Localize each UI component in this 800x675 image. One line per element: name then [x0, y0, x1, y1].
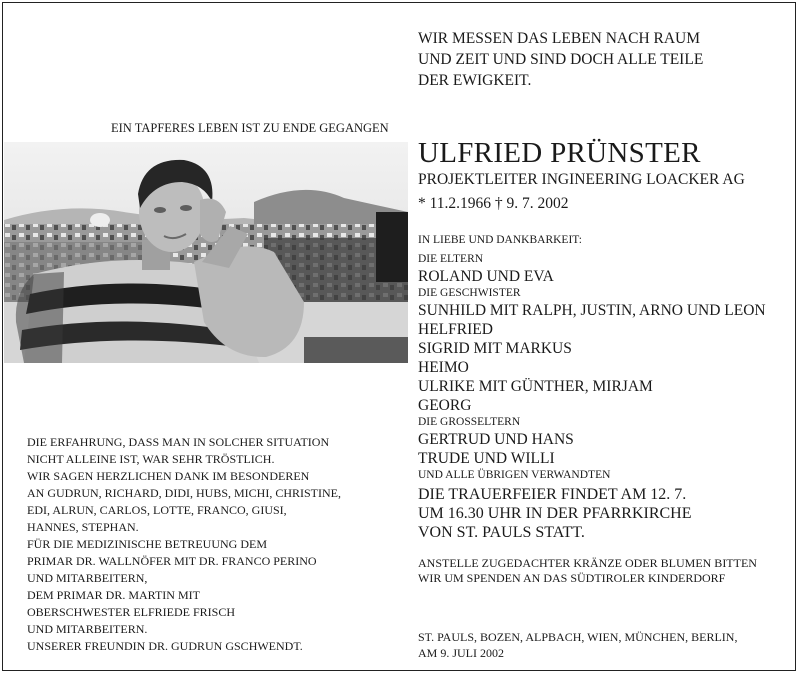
places-line: ST. PAULS, BOZEN, ALPBACH, WIEN, MÜNCHEN, BERLIN, — [418, 630, 738, 644]
deceased-name: ULFRIED PRÜNSTER — [418, 137, 701, 169]
family-line: HELFRIED — [418, 321, 493, 338]
thanks-line: FÜR DIE MEDIZINISCHE BETREUUNG DEM — [27, 537, 267, 551]
thanks-line: PRIMAR DR. WALLNÖFER MIT DR. FRANCO PERINO — [27, 554, 317, 568]
funeral-line: VON ST. PAULS STATT. — [418, 524, 585, 541]
family-line: ROLAND UND EVA — [418, 268, 554, 285]
thanks-line: EDI, ALRUN, CARLOS, LOTTE, FRANCO, GIUSI, — [27, 503, 287, 517]
motto-quote — [418, 28, 788, 91]
family-line: SUNHILD MIT RALPH, JUSTIN, ARNO UND LEON — [418, 302, 766, 319]
family-line: DIE GROSSELTERN — [418, 416, 521, 428]
thanks-line: WIR SAGEN HERZLICHEN DANK IM BESONDEREN — [27, 469, 310, 483]
family-line: ULRIKE MIT GÜNTHER, MIRJAM — [418, 378, 653, 395]
family-line: TRUDE UND WILLI — [418, 450, 555, 467]
family-line: GERTRUD UND HANS — [418, 431, 574, 448]
thanks-line: AN GUDRUN, RICHARD, DIDI, HUBS, MICHI, CHRISTINE, — [27, 486, 342, 500]
thanks-line: UND MITARBEITERN, — [27, 571, 148, 585]
thanks-line: NICHT ALLEINE IST, WAR SEHR TRÖSTLICH. — [27, 452, 275, 466]
deceased-job-title: PROJEKTLEITER INGINEERING LOACKER AG — [418, 171, 745, 188]
family-line: UND ALLE ÜBRIGEN VERWANDTEN — [418, 469, 611, 481]
birth-death-dates: * 11.2.1966 † 9. 7. 2002 — [418, 195, 569, 212]
motto-line: WIR MESSEN DAS LEBEN NACH RAUM — [418, 30, 701, 47]
thanks-line: OBERSCHWESTER ELFRIEDE FRISCH — [27, 605, 236, 619]
thanks-line: HANNES, STEPHAN. — [27, 520, 139, 534]
thanks-line: DIE ERFAHRUNG, DASS MAN IN SOLCHER SITUATION — [27, 435, 330, 449]
donation-request — [418, 556, 757, 586]
portrait-photo — [4, 142, 408, 363]
thanks-line: UNSERER FREUNDIN DR. GUDRUN GSCHWENDT. — [27, 639, 303, 653]
thanks-line: DEM PRIMAR DR. MARTIN MIT — [27, 588, 200, 602]
family-line: DIE ELTERN — [418, 253, 484, 265]
family-line: IN LIEBE UND DANKBARKEIT: — [418, 234, 582, 246]
motto-line: DER EWIGKEIT. — [418, 72, 532, 89]
places-line: AM 9. JULI 2002 — [418, 646, 504, 660]
family-line: SIGRID MIT MARKUS — [418, 340, 572, 357]
funeral-info — [418, 485, 692, 542]
donation-line: ANSTELLE ZUGEDACHTER KRÄNZE ODER BLUMEN BITTEN — [418, 556, 757, 570]
brave-life-caption: EIN TAPFERES LEBEN IST ZU ENDE GEGANGEN — [111, 121, 389, 135]
family-line: HEIMO — [418, 359, 469, 376]
thanks-line: UND MITARBEITERN. — [27, 622, 148, 636]
thanks-text — [27, 434, 341, 655]
funeral-line: UM 16.30 UHR IN DER PFARRKIRCHE — [418, 505, 692, 522]
family-line: DIE GESCHWISTER — [418, 287, 521, 299]
motto-line: UND ZEIT UND SIND DOCH ALLE TEILE — [418, 51, 704, 68]
donation-line: WIR UM SPENDEN AN DAS SÜDTIROLER KINDERDORF — [418, 571, 726, 585]
family-list — [418, 233, 794, 483]
family-line: GEORG — [418, 397, 472, 414]
funeral-line: DIE TRAUERFEIER FINDET AM 12. 7. — [418, 486, 687, 503]
places-and-date — [418, 629, 737, 661]
